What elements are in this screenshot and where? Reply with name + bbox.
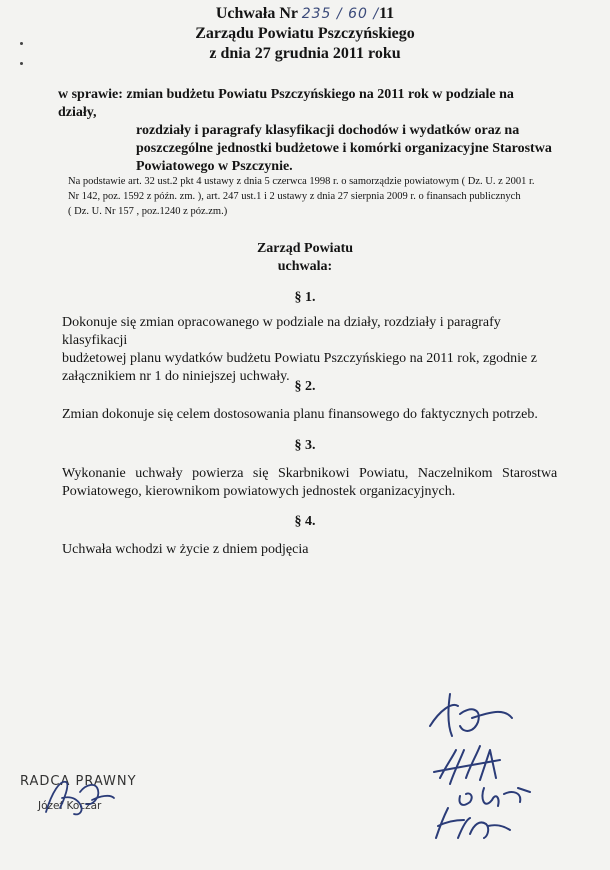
legal-advisor-stamp — [10, 770, 210, 860]
subject-line: Powiatowego w Pszczynie. — [136, 159, 293, 174]
signature-mark — [430, 694, 512, 736]
subject-line: w sprawie: zmian budżetu Powiatu Pszczyńskiego na 2011 rok w podziale na działy, — [58, 87, 514, 120]
section-heading-4: § 4. — [294, 514, 316, 529]
section-line: budżetowej planu wydatków budżetu Powiatu Pszczyńskiego na 2011 rok, zgodnie z — [62, 351, 537, 366]
signature-mark — [459, 788, 530, 806]
resolving-body: Zarząd Powiatu — [256, 241, 354, 256]
section-heading-2: § 2. — [294, 379, 316, 394]
section-heading-3: § 3. — [294, 438, 316, 453]
stamp-signature — [40, 772, 120, 822]
section-body-4 — [62, 541, 560, 559]
resolution-subject — [58, 86, 553, 176]
resolution-date: z dnia 27 grudnia 2011 roku — [209, 45, 401, 62]
resolution-title-prefix: Uchwała Nr — [215, 5, 298, 22]
resolution-year-suffix: 11 — [379, 5, 395, 22]
section-line: Wykonanie uchwały powierza się Skarbnikowi Powiatu, Naczelnikom Starostwa — [62, 466, 558, 481]
resolves-word: uchwala: — [277, 259, 333, 274]
section-line: Uchwała wchodzi w życie z dniem podjęcia — [62, 542, 309, 557]
legal-basis-line: ( Dz. U. Nr 157 , poz.1240 z póz.zm.) — [68, 206, 228, 217]
resolution-number-line — [0, 4, 610, 24]
stamp-name: Józef Koczar — [38, 800, 102, 812]
handwritten-number: 235 / 60 / — [301, 6, 380, 22]
signature-mark — [436, 808, 510, 838]
section-line: Zmian dokonuje się celem dostosowania planu finansowego do faktycznych potrzeb. — [62, 407, 538, 422]
issuing-body: Zarządu Powiatu Pszczyńskiego — [195, 25, 415, 42]
subject-line: poszczególne jednostki budżetowe i komórki organizacyjne Starostwa — [136, 141, 552, 156]
signature-group — [400, 688, 600, 864]
section-body-2 — [62, 406, 560, 424]
stamp-title: RADCA PRAWNY — [20, 774, 137, 789]
section-line: Powiatowego, kierownikom powiatowych jednostek organizacyjnych. — [62, 484, 456, 499]
subject-line: rozdziały i paragrafy klasyfikacji dochodów i wydatków oraz na — [136, 123, 520, 138]
section-body-3 — [62, 465, 560, 501]
section-line: załącznikiem nr 1 do niniejszej uchwały. — [62, 369, 290, 384]
resolution-title-block — [0, 4, 610, 64]
section-heading-1: § 1. — [294, 290, 316, 305]
legal-basis — [68, 174, 558, 219]
section-line: Dokonuje się zmian opracowanego w podziale na działy, rozdziały i paragrafy klasyfikacji — [62, 315, 501, 348]
legal-basis-line: Na podstawie art. 32 ust.2 pkt 4 ustawy z dnia 5 czerwca 1998 r. o samorządzie powiatowym ( Dz. U. z 2001 r. — [68, 176, 535, 187]
section-body-1 — [62, 314, 560, 386]
legal-basis-line: Nr 142, poz. 1592 z późn. zm. ), art. 247 ust.1 i 2 ustawy z dnia 27 sierpnia 2009 r. o finansach publicznych — [68, 191, 521, 202]
signature-mark — [434, 746, 500, 784]
